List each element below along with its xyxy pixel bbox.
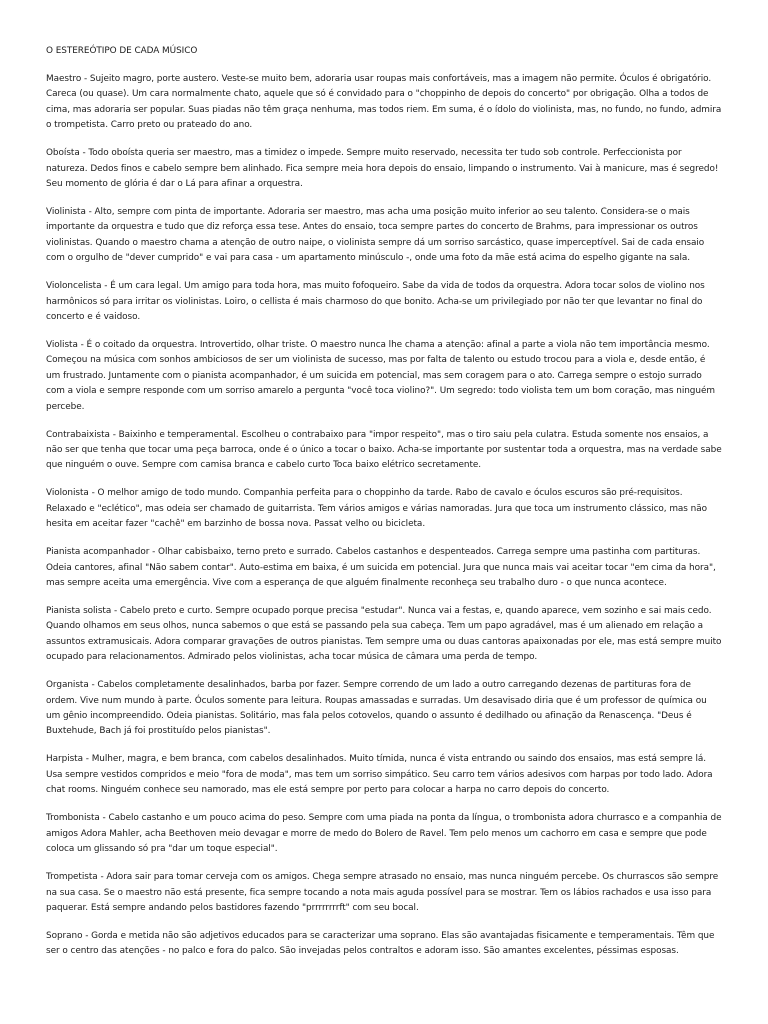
document-page bbox=[46, 44, 722, 972]
paragraph-harpista: Harpista - Mulher, magra, e bem branca, com cabelos desalinhados. Muito tímida, nunca é vista entrando ou saindo dos ensaios, mas está sempre lá. Usa sempre vestidos compridos e meio "fora de moda", mas tem um sorriso simpático. Seu carro tem vários adesivos com harpas por todo lado. Adora chat rooms. Ninguém conhece seu namorado, mas ele está sempre por perto para colocar a harpa no carro depois do concerto. bbox=[46, 754, 713, 796]
paragraph-violista: Violista - É o coitado da orquestra. Introvertido, olhar triste. O maestro nunca lhe chama a atenção: afinal a parte a viola não tem importância mesmo. Começou na música com sonhos ambiciosos de ser um violinista de sucesso, mas por falta de talento ou estudo trocou para a viola e, desde então, é um frustrado. Juntamente com o pianista acompanhador, é um suicida em potencial, mas sem coragem para o ato. Carrega sempre o estojo surrado com a viola e sempre responde com um sorriso amarelo a pergunta "você toca violino?". Um segredo: todo violista tem um bom coração, mas ninguém percebe. bbox=[46, 339, 715, 412]
paragraph-maestro: Maestro - Sujeito magro, porte austero. Veste-se muito bem, adoraria usar roupas mais confortáveis, mas a imagem não permite. Óculos é obrigatório. Careca (ou quase). Um cara normalmente chato, aquele que só é convidado para o "choppinho de depois do concerto" por obrigação. Olha a todos de cima, mas adoraria ser popular. Suas piadas não têm graça nenhuma, mas todos riem. Em suma, é o ídolo do violinista, mas, no fundo, no fundo, admira o trompetista. Carro preto ou prateado do ano. bbox=[46, 73, 722, 131]
paragraph-trompetista: Trompetista - Adora sair para tomar cerveja com os amigos. Chega sempre atrasado no ensaio, mas nunca ninguém percebe. Os churrascos são sempre na sua casa. Se o maestro não está presente, fica sempre tocando a nota mais aguda possível para se mostrar. Tem os lábios rachados e usa isso para paquerar. Está sempre andando pelos bastidores fazendo "prrrrrrrrft" com seu bocal. bbox=[46, 872, 719, 913]
paragraph-violonista: Violonista - O melhor amigo de todo mundo. Companhia perfeita para o choppinho da tarde. Rabo de cavalo e óculos escuros são pré-requisitos. Relaxado e "eclético", mas odeia ser chamado de guitarrista. Tem vários amigos e várias namoradas. Jura que toca um instrumento clássico, mas não hesita em aceitar fazer "cachê" em barzinho de bossa nova. Passat velho ou bicicleta. bbox=[46, 488, 707, 530]
paragraph-trombonista: Trombonista - Cabelo castanho e um pouco acima do peso. Sempre com uma piada na ponta da língua, o trombonista adora churrasco e a companhia de amigos Adora Mahler, acha Beethoven meio devagar e morre de medo do Bolero de Ravel. Tem pelo menos um cachorro em casa e sempre que pode coloca um glissando só pra "dar um toque especial". bbox=[46, 813, 722, 855]
paragraph-violinista: Violinista - Alto, sempre com pinta de importante. Adoraria ser maestro, mas acha uma posição muito inferior ao seu talento. Considera-se o mais importante da orquestra e tudo que diz reforça essa tese. Antes do ensaio, toca sempre partes do concerto de Brahms, para impressionar os outros violinistas. Quando o maestro chama a atenção de outro naipe, o violinista sempre dá um sorriso sarcástico, quase imperceptível. Sai de cada ensaio com o orgulho de "dever cumprido" e vai para casa - um apartamento minúsculo -, onde uma foto da mãe está acima do espelho gigante na sala. bbox=[46, 206, 705, 264]
paragraph-contrabaixista: Contrabaixista - Baixinho e temperamental. Escolheu o contrabaixo para "impor respeito", mas o tiro saiu pela culatra. Estuda somente nos ensaios, a não ser que tenha que tocar uma peça barroca, onde é o único a tocar o baixo. Acha-se importante por sustentar toda a orquestra, mas na verdade sabe que ninguém o ouve. Sempre com camisa branca e cabelo curto Toca baixo elétrico secretamente. bbox=[46, 429, 722, 471]
paragraph-pianista-acompanhador: Pianista acompanhador - Olhar cabisbaixo, terno preto e surrado. Cabelos castanhos e despenteados. Carrega sempre uma pastinha com partituras. Odeia cantores, afinal "Não sabem contar". Auto-estima em baixa, é um suicida em potencial. Jura que nunca mais vai aceitar tocar "em cima da hora", mas sempre aceita uma emergência. Vive com a esperança de que alguém finalmente reconheça seu trabalho duro - o que nunca acontece. bbox=[46, 547, 716, 589]
paragraph-pianista-solista: Pianista solista - Cabelo preto e curto. Sempre ocupado porque precisa "estudar". Nunca vai a festas, e, quando aparece, vem sozinho e sai mais cedo. Quando olhamos em seus olhos, nunca sabemos o que está se passando pela sua cabeça. Tem um papo agradável, mas é um alienado em relação a assuntos extramusicais. Adora comparar gravações de outros pianistas. Tem sempre uma ou duas cantoras apaixonadas por ele, mas está sempre muito ocupado para relacionamentos. Admirado pelos violinistas, acha tocar música de câmara uma perda de tempo. bbox=[46, 606, 722, 663]
document-title: O ESTEREÓTIPO DE CADA MÚSICO bbox=[46, 46, 198, 56]
paragraph-soprano: Soprano - Gorda e metida não são adjetivos educados para se caracterizar uma soprano. Elas são avantajadas fisicamente e temperamentais. Têm que ser o centro das atenções - no palco e fora do palco. São invejadas pelos contraltos e adoram isso. São amantes excelentes, péssimas esposas. bbox=[46, 930, 715, 957]
paragraph-organista: Organista - Cabelos completamente desalinhados, barba por fazer. Sempre correndo de um lado a outro carregando dezenas de partituras fora de ordem. Vive num mundo à parte. Óculos somente para leitura. Roupas amassadas e surradas. Um desavisado diria que é um professor de química ou um gênio incompreendido. Odeia pianistas. Solitário, mas fala pelos cotovelos, quando o assunto é dedilhado ou afinação da Renascença. "Deus é Buxtehude, Bach já foi prostituído pelos pianistas". bbox=[46, 680, 707, 737]
paragraph-oboista: Oboísta - Todo oboísta queria ser maestro, mas a timidez o impede. Sempre muito reservado, necessita ter tudo sob controle. Perfeccionista por natureza. Dedos finos e cabelo sempre bem alinhado. Fica sempre meia hora depois do ensaio, limpando o instrumento. Vai à manicure, mas é segredo! Seu momento de glória é dar o Lá para afinar a orquestra. bbox=[46, 148, 719, 189]
paragraph-violoncelista: Violoncelista - É um cara legal. Um amigo para toda hora, mas muito fofoqueiro. Sabe da vida de todos da orquestra. Adora tocar solos de violino nos harmônicos só para irritar os violinistas. Loiro, o cellista é mais charmoso do que bonito. Acha-se um privilegiado por não ter que levantar no final do concerto e é vaidoso. bbox=[46, 281, 705, 322]
